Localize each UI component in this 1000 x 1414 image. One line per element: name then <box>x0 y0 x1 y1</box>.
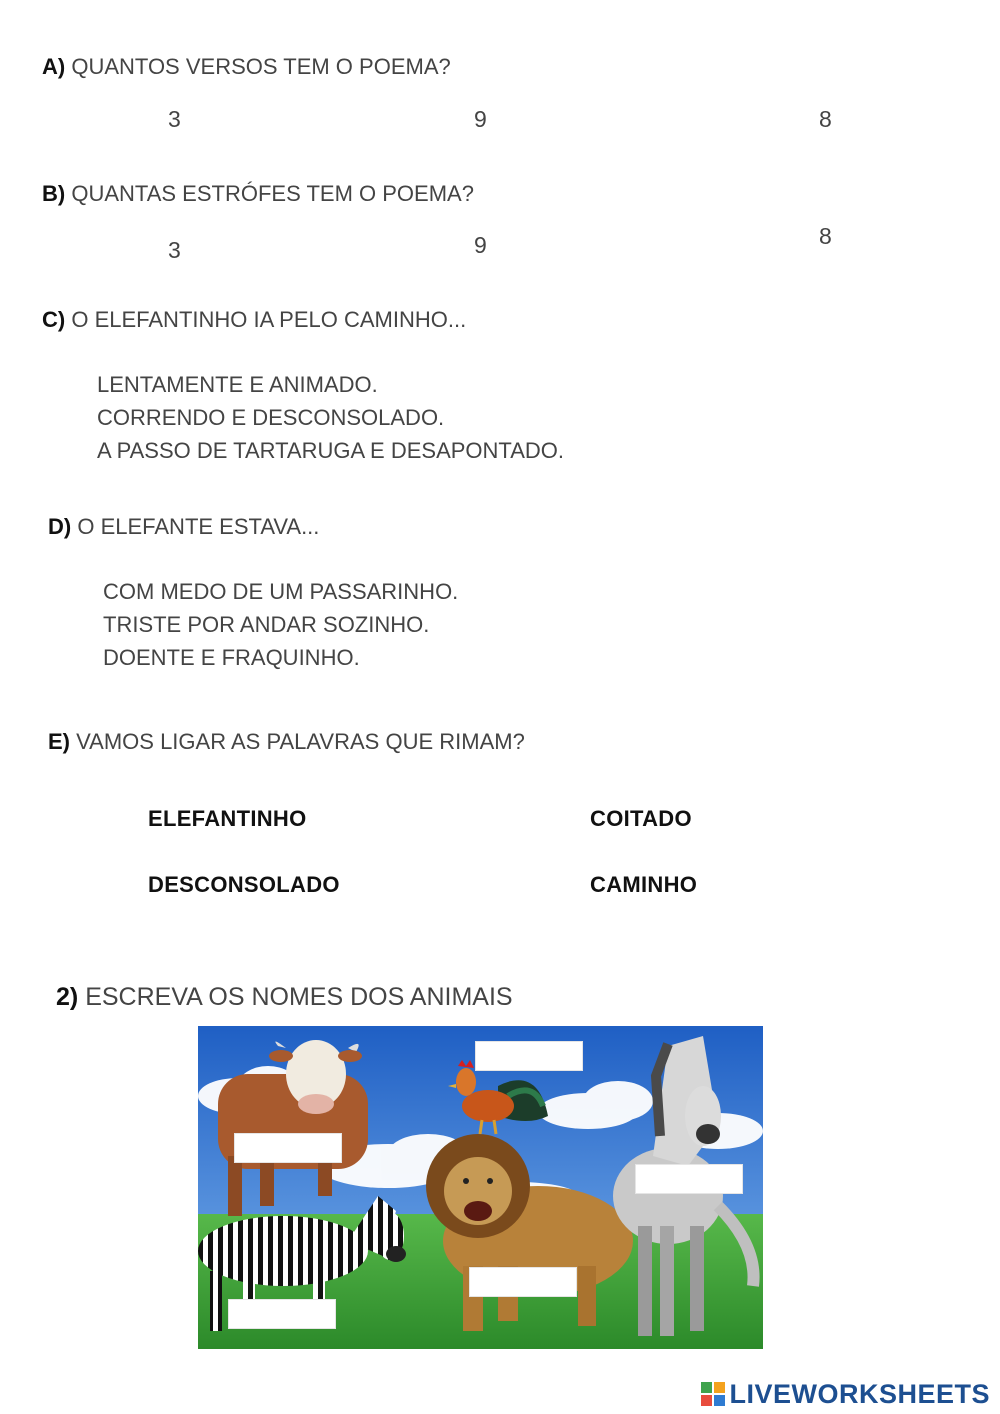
question-d-letter: D) <box>48 514 72 539</box>
rhyme-left-1[interactable]: ELEFANTINHO <box>148 806 307 831</box>
question-a-letter: A) <box>42 54 66 79</box>
question-d-text: O ELEFANTE ESTAVA... <box>77 514 320 539</box>
rhyme-right-1[interactable]: COITADO <box>590 806 692 831</box>
lion-name-input[interactable] <box>469 1267 577 1297</box>
liveworksheets-text: LIVEWORKSHEETS <box>729 1378 990 1409</box>
answer-b-option-1[interactable]: 3 <box>168 237 181 263</box>
question-b <box>42 181 474 207</box>
animals-image <box>198 1026 763 1349</box>
answer-c-option-3[interactable]: A PASSO DE TARTARUGA E DESAPONTADO. <box>97 438 565 463</box>
rhyme-left-2[interactable]: DESCONSOLADO <box>148 872 340 897</box>
answer-a-option-3[interactable]: 8 <box>819 106 832 132</box>
answer-a-option-2[interactable]: 9 <box>474 106 487 132</box>
question-c-letter: C) <box>42 307 66 332</box>
horse-name-input[interactable] <box>635 1164 743 1194</box>
answer-a-option-1[interactable]: 3 <box>168 106 181 132</box>
question-c-text: O ELEFANTINHO IA PELO CAMINHO... <box>71 307 467 332</box>
question-e <box>48 729 525 755</box>
zebra-name-input[interactable] <box>228 1299 336 1329</box>
question-a-text: QUANTOS VERSOS TEM O POEMA? <box>71 54 451 79</box>
section-2-number: 2) <box>56 983 79 1011</box>
cow-name-input[interactable] <box>234 1133 342 1163</box>
rhyme-right-2[interactable]: CAMINHO <box>590 872 698 897</box>
question-e-text: VAMOS LIGAR AS PALAVRAS QUE RIMAM? <box>76 729 525 754</box>
section-2-title <box>56 983 513 1012</box>
question-c <box>42 307 466 333</box>
answer-c-option-2[interactable]: CORRENDO E DESCONSOLADO. <box>97 405 445 430</box>
answer-d-option-3[interactable]: DOENTE E FRAQUINHO. <box>103 645 360 670</box>
question-b-letter: B) <box>42 181 66 206</box>
question-b-text: QUANTAS ESTRÓFES TEM O POEMA? <box>71 181 474 206</box>
liveworksheets-logo[interactable] <box>701 1378 990 1410</box>
section-2-text: ESCREVA OS NOMES DOS ANIMAIS <box>85 983 513 1011</box>
question-a <box>42 54 451 80</box>
question-e-letter: E) <box>48 729 70 754</box>
answer-d-option-1[interactable]: COM MEDO DE UM PASSARINHO. <box>103 579 459 604</box>
answer-d-option-2[interactable]: TRISTE POR ANDAR SOZINHO. <box>103 612 430 637</box>
question-d <box>48 514 319 540</box>
rooster-name-input[interactable] <box>475 1041 583 1071</box>
liveworksheets-icon <box>701 1382 725 1406</box>
answer-b-option-2[interactable]: 9 <box>474 232 487 258</box>
answer-c-option-1[interactable]: LENTAMENTE E ANIMADO. <box>97 372 378 397</box>
answer-b-option-3[interactable]: 8 <box>819 223 832 249</box>
